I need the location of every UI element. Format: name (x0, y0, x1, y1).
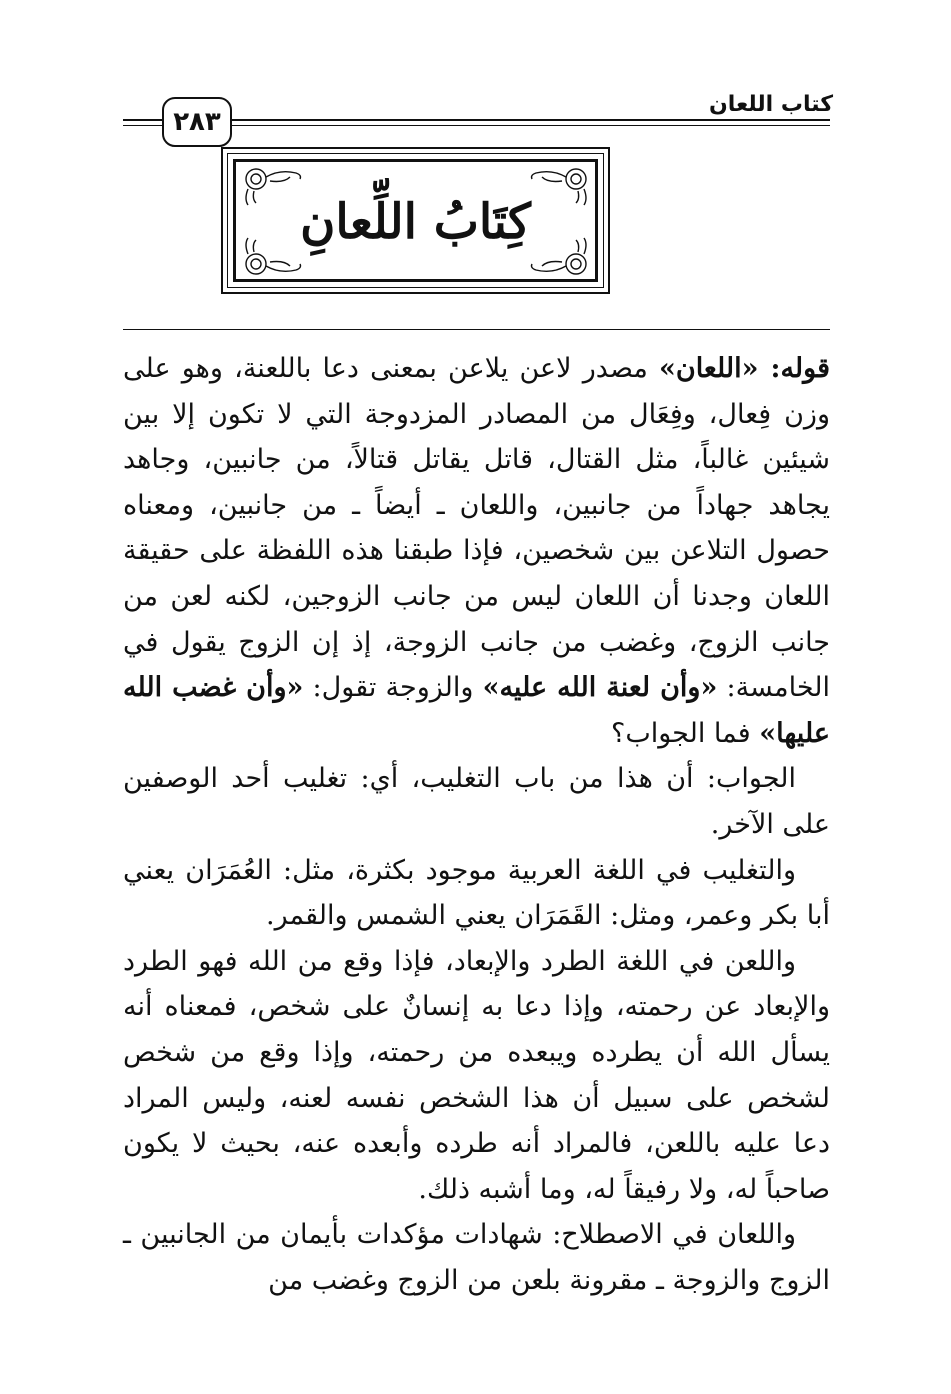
body-text (123, 346, 830, 1303)
header-rule-left (123, 119, 162, 121)
paragraph-1-lead: قوله: «اللعان» (659, 353, 831, 384)
paragraph-1-mid: والزوجة تقول: (303, 672, 483, 704)
chapter-title: كِتَابُ اللِّعانِ (300, 194, 531, 250)
page-number: ٢٨٣ (162, 97, 232, 147)
paragraph-4: واللعن في اللغة الطرد والإبعاد، فإذا وقع من الله فهو الطرد والإبعاد عن رحمته، وإذا دعا به إنسانٌ على شخص، فمعناه أنه يسأل الله أن يطرده ويبعده من رحمته، وإذا وقع من شخص لشخص على سبيل أن هذا الشخص نفسه لعنه، وليس المراد دعا عليه باللعن، فالمراد أنه طرده وأبعده عنه، بحيث لا يكون صاحباً له، ولا رفيقاً له، وما أشبه ذلك. (123, 945, 830, 1205)
paragraph-5: واللعان في الاصطلاح: شهادات مؤكدات بأيمان من الجانبين ـ الزوج والزوجة ـ مقرونة بلعن من الزوج وغضب من (123, 1219, 830, 1296)
quote-wrath: «وأن غضب الله عليها» (123, 672, 830, 749)
quote-curse: «وأن لعنة الله عليه» (482, 672, 718, 704)
paragraph-1-tail: فما الجواب؟ (610, 717, 760, 749)
body-divider (123, 329, 830, 330)
paragraph-2: الجواب: أن هذا من باب التغليب، أي: تغليب أحد الوصفين على الآخر. (123, 763, 830, 840)
paragraph-1 (123, 346, 830, 756)
paragraph-1-text: مصدر لاعن يلاعن بمعنى دعا باللعنة، وهو على وزن فِعال، وفِعَال من المصادر المزدوجة التي لا تكون إلا بين شيئين غالباً، مثل القتال، قاتل يقاتل قتالاً، من جانبين، وجاهد يجاهد جهاداً من جانبين، واللعان ـ أيضاً ـ من جانبين، ومعناه حصول التلاعن بين شخصين، فإذا طبقنا هذه اللفظة على حقيقة اللعان وجدنا أن اللعان ليس من جانب الزوجين، لكنه لعن من جانب الزوج، وغضب من جانب الزوجة، إذ إن الزوج يقول في الخامسة: (123, 353, 830, 704)
header-rule-left-thin (123, 125, 162, 126)
paragraph-3: والتغليب في اللغة العربية موجود بكثرة، مثل: العُمَرَان يعني أبا بكر وعمر، ومثل: القَمَرَان يعني الشمس والقمر. (123, 854, 830, 932)
running-title: كتاب اللعان (708, 92, 833, 117)
header-rule-right-thin (230, 125, 830, 126)
header-rule-right (230, 119, 830, 121)
